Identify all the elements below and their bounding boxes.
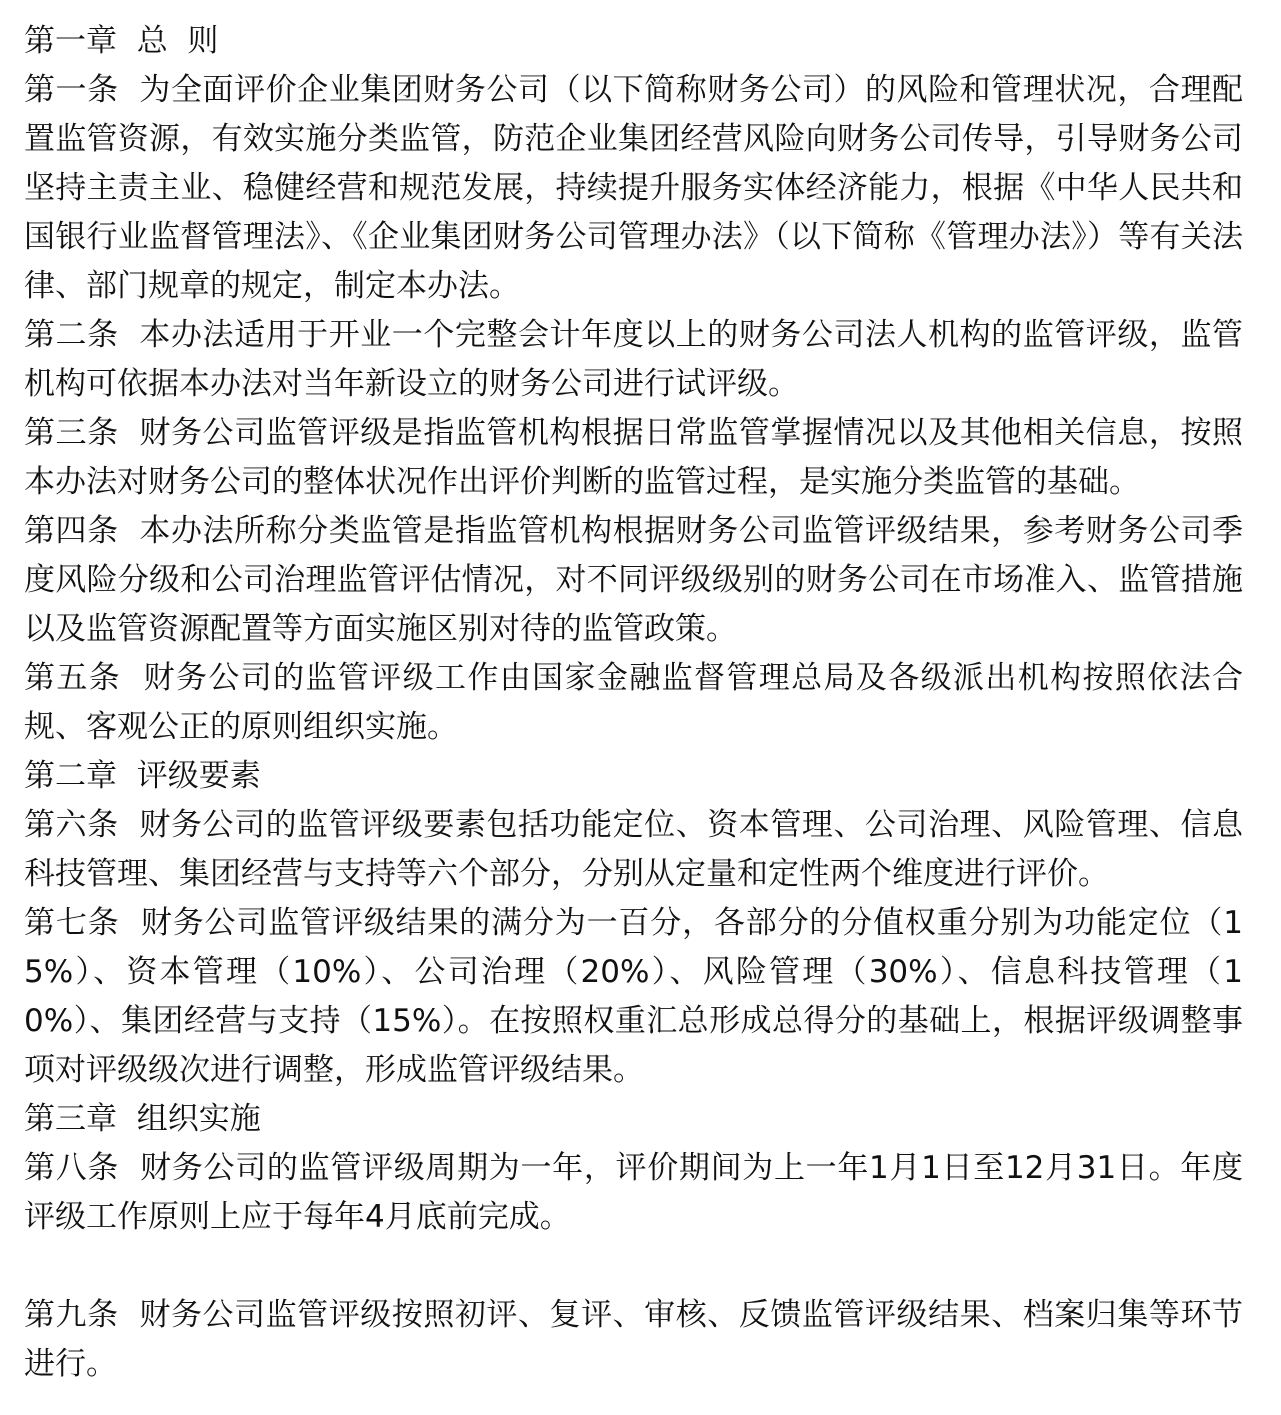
article-3: 第三条 财务公司监管评级是指监管机构根据日常监管掌握情况以及其他相关信息，按照本办法对财务公司的整体状况作出评价判断的监管过程，是实施分类监管的基础。 — [24, 415, 1243, 500]
chapter-1-heading: 第一章 总 则 — [24, 23, 219, 59]
article-5: 第五条 财务公司的监管评级工作由国家金融监督管理总局及各级派出机构按照依法合规、客观公正的原则组织实施。 — [24, 660, 1243, 745]
article-2: 第二条 本办法适用于开业一个完整会计年度以上的财务公司法人机构的监管评级，监管机构可依据本办法对当年新设立的财务公司进行试评级。 — [24, 317, 1243, 402]
article-8: 第八条 财务公司的监管评级周期为一年，评价期间为上一年1月1日至12月31日。年度评级工作原则上应于每年4月底前完成。 — [24, 1150, 1243, 1235]
article-1: 第一条 为全面评价企业集团财务公司（以下简称财务公司）的风险和管理状况，合理配置监管资源，有效实施分类监管，防范企业集团经营风险向财务公司传导，引导财务公司坚持主责主业、稳健经营和规范发展，持续提升服务实体经济能力，根据《中华人民共和国银行业监督管理法》、《企业集团财务公司管理办法》（以下简称《管理办法》）等有关法律、部门规章的规定，制定本办法。 — [24, 72, 1243, 304]
article-7: 第七条 财务公司监管评级结果的满分为一百分，各部分的分值权重分别为功能定位（15%）、资本管理（10%）、公司治理（20%）、风险管理（30%）、信息科技管理（10%）、集团经营与支持（15%）。在按照权重汇总形成总得分的基础上，根据评级调整事项对评级级次进行调整，形成监管评级结果。 — [24, 905, 1243, 1088]
chapter-2-heading: 第二章 评级要素 — [24, 758, 261, 794]
article-6: 第六条 财务公司的监管评级要素包括功能定位、资本管理、公司治理、风险管理、信息科技管理、集团经营与支持等六个部分，分别从定量和定性两个维度进行评价。 — [24, 807, 1243, 892]
article-4: 第四条 本办法所称分类监管是指监管机构根据财务公司监管评级结果，参考财务公司季度风险分级和公司治理监管评估情况，对不同评级级别的财务公司在市场准入、监管措施以及监管资源配置等方面实施区别对待的监管政策。 — [24, 513, 1243, 647]
chapter-3-heading: 第三章 组织实施 — [24, 1101, 261, 1137]
blank-line — [24, 1242, 1243, 1291]
article-9: 第九条 财务公司监管评级按照初评、复评、审核、反馈监管评级结果、档案归集等环节进行。 — [24, 1297, 1243, 1382]
